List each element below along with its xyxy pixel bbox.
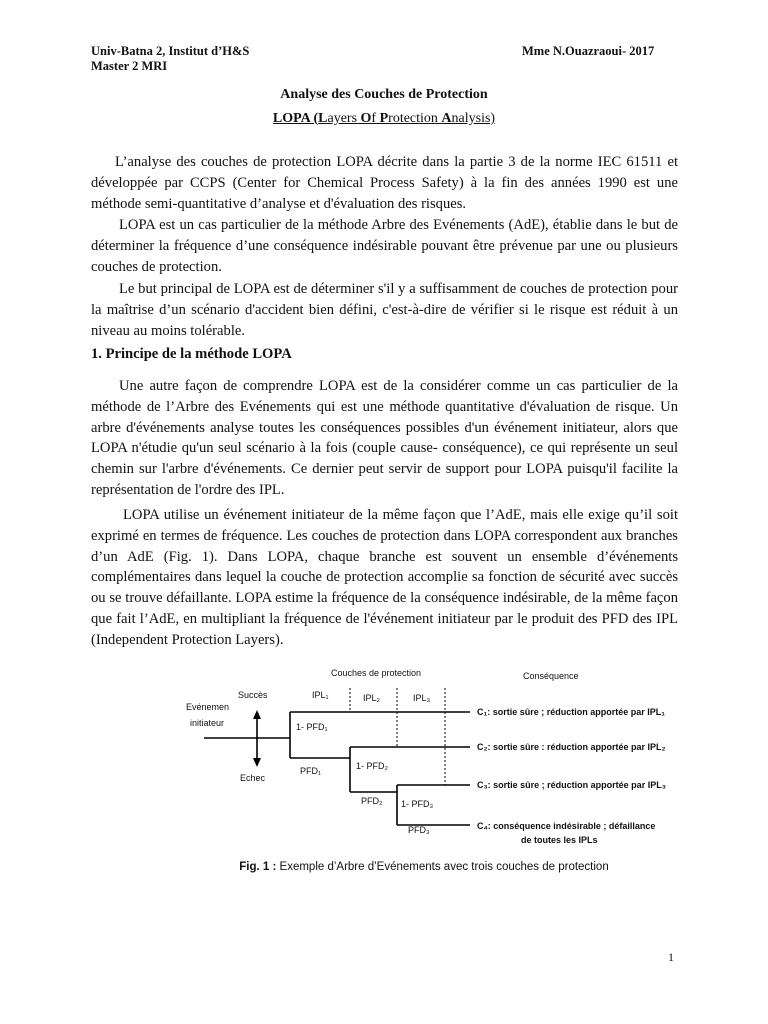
consequence-c3: C₃: sortie sûre ; réduction apportée par IPL₃ (477, 780, 666, 790)
ipl1-label: IPL₁ (312, 690, 329, 700)
intro-paragraph-1: L’analyse des couches de protection LOPA décrite dans la partie 3 de la norme IEC 61511 et développée par CCPS (Center for Chemical Process Safety) à la fin des années 1990 est une méthode semi-quantitative d’analyse et d'évaluation des risques. (91, 154, 678, 212)
section-paragraph-1: Une autre façon de comprendre LOPA est de la considérer comme un cas particulier de la méthode de l’Arbre des Evénements qui est une méthode quantitative d'évaluation de risque. Un arbre d'événements analyse toutes les conséquences possibles d'un événement initiateur, alors que LOPA n'étudie qu'un seul scénario à la fois (couple cause- conséquence), ce qui représente un seul chemin sur l'arbre d'événements. Ce dernier peut servir de support pour LOPA puisqu'il facilite la représentation de l'ordre des IPL. (91, 378, 678, 498)
ipl1-success-prob: 1- PFD₁ (296, 722, 328, 732)
ipl3-label: IPL₃ (413, 693, 431, 703)
section-heading: 1. Principe de la méthode LOPA (91, 346, 292, 362)
page-subtitle: LOPA (Layers Of Protection Analysis) (272, 111, 496, 126)
initiating-event-label-1: Evénemen (186, 702, 230, 712)
protection-layers-label: Couches de protection (331, 668, 422, 678)
section-paragraph-2: LOPA utilise un événement initiateur de la même façon que l’AdE, mais elle exige qu’il soit exprimé en termes de fréquence. Les couches de protection dans LOPA correspondent aux branches d’un AdE (Fig. 1). Dans LOPA, chaque branche est souvent un ensemble d’événements complémentaires dans lequel la couche de protection accomplie sa fonction de sécurité avec succès ou se trouve défaillante. LOPA estime la fréquence de la conséquence indésirable, de la même façon que fait l’AdE, en multipliant la fréquence de l'événement initiateur par le produit des PFD des IPL (Independent Protection Layers). (91, 507, 678, 648)
failure-label: Echec (240, 773, 266, 783)
intro-paragraph-3: Le but principal de LOPA est de déterminer s'il y a suffisamment de couches de protection pour la maîtrise d’un scénario d'accident bien défini, c'est-à-dire de vérifier si le risque est réduit à un niveau au moins tolérable. (91, 281, 678, 339)
header-program: Master 2 MRI (91, 59, 168, 73)
ipl1-failure-prob: PFD₁ (300, 766, 322, 776)
page-number: 1 (668, 950, 674, 964)
consequence-c4-line2: de toutes les IPLs (521, 835, 598, 845)
intro-paragraph-2: LOPA est un cas particulier de la méthode Arbre des Evénements (AdE), établie dans le but de déterminer la fréquence d’une conséquence indésirable pouvant être prévenue par une ou plusieurs couches de protection. (91, 217, 678, 275)
ipl2-success-prob: 1- PFD₂ (356, 761, 388, 771)
initiating-event-label-2: initiateur (190, 718, 225, 728)
consequence-c2: C₂: sortie sûre : réduction apportée par IPL₂ (477, 742, 666, 752)
consequence-c4-line1: C₄: conséquence indésirable ; défaillance (477, 821, 656, 831)
figure-caption: Fig. 1 : Exemple d’Arbre d’Evénements avec trois couches de protection (239, 861, 609, 873)
consequence-label: Conséquence (523, 671, 579, 681)
ipl3-failure-prob: PFD₃ (408, 825, 430, 835)
ipl2-failure-prob: PFD₂ (361, 796, 383, 806)
success-label: Succès (238, 690, 268, 700)
ipl2-label: IPL₂ (363, 693, 381, 703)
ipl3-success-prob: 1- PFD₃ (401, 799, 434, 809)
header-author: Mme N.Ouazraoui- 2017 (522, 44, 655, 58)
consequence-c1: C₁: sortie sûre ; réduction apportée par IPL₁ (477, 707, 665, 717)
header-institution: Univ-Batna 2, Institut d’H&S (91, 44, 250, 58)
page-title: Analyse des Couches de Protection (280, 87, 488, 102)
